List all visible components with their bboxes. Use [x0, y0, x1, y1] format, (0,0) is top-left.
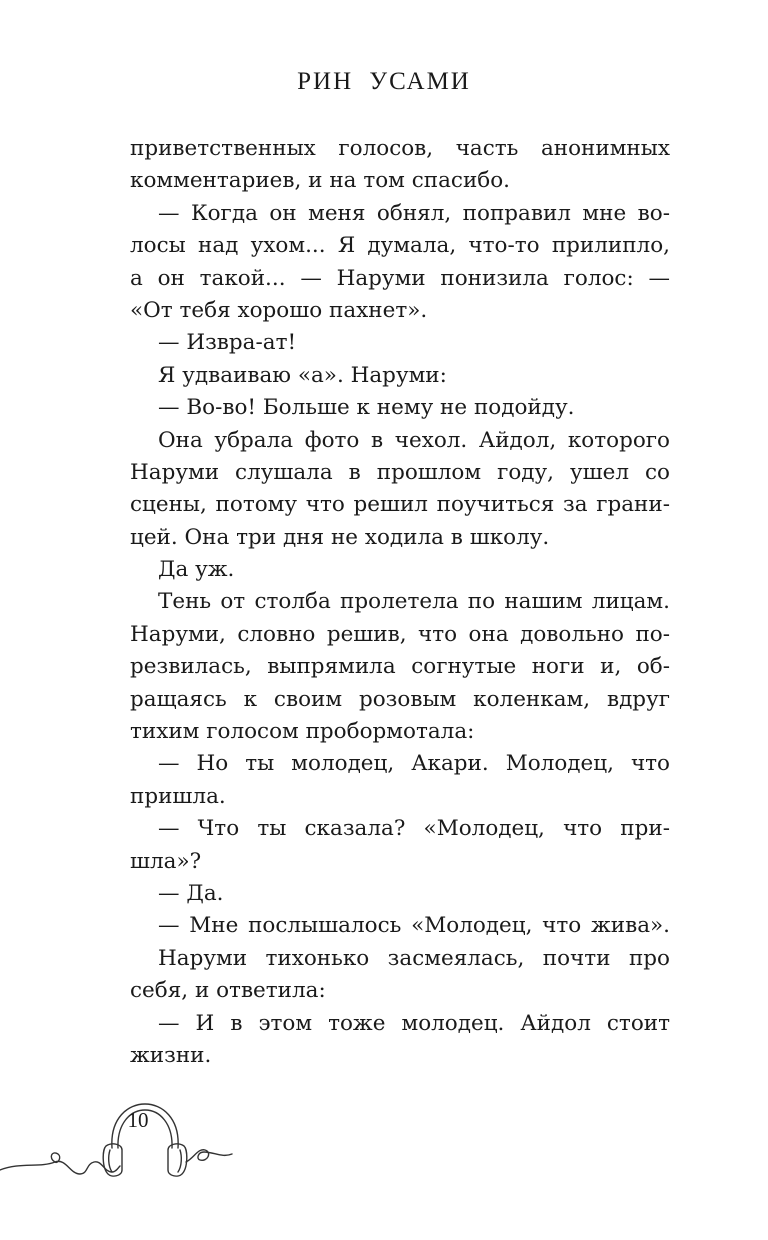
text-line: Наруми тихонько засмеялась, почти про — [158, 945, 670, 971]
text-line: Да уж. — [158, 557, 235, 583]
text-line: — Когда он меня обнял, поправил мне во- — [158, 200, 670, 226]
text-line: — Во-во! Больше к нему не подойду. — [158, 395, 575, 421]
text-line: — Что ты сказала? «Молодец, что при- — [158, 816, 670, 842]
text-line: Она убрала фото в чехол. Айдол, которого — [158, 427, 670, 453]
text-line: приветственных голосов, часть анонимных — [130, 136, 670, 161]
text-line: резвилась, выпрямила согнутые ноги и, об- — [130, 654, 670, 680]
headphones-icon — [0, 1088, 240, 1198]
text-line: сцены, потому что решил поучиться за грани- — [130, 492, 670, 518]
text-line: лосы над ухом... Я думала, что-то прилипло, — [130, 233, 670, 259]
running-head: РИН УСАМИ — [297, 68, 471, 95]
text-line: Тень от столба пролетела по нашим лицам. — [158, 589, 670, 615]
text-line: — Но ты молодец, Акари. Молодец, что — [158, 751, 670, 777]
text-line: — И в этом тоже молодец. Айдол стоит — [158, 1010, 670, 1036]
text-line: — Да. — [158, 880, 224, 906]
text-line: пришла. — [130, 783, 226, 809]
text-line: жизни. — [130, 1042, 212, 1068]
text-line: себя, и ответила: — [130, 978, 326, 1004]
text-line: шла»? — [130, 848, 202, 874]
text-line: «От тебя хорошо пахнет». — [130, 297, 428, 323]
text-line: а он такой... — Наруми понизила голос: — — [130, 265, 670, 291]
text-line: цей. Она три дня не ходила в школу. — [130, 524, 550, 550]
text-line: Наруми, словно решив, что она довольно по- — [130, 621, 670, 647]
text-line: тихим голосом пробормотала: — [130, 719, 475, 745]
body-text — [130, 133, 670, 1072]
page-number: 10 — [127, 1108, 149, 1132]
text-line: — Извра-ат! — [158, 330, 297, 356]
text-line: ращаясь к своим розовым коленкам, вдруг — [130, 686, 670, 712]
text-line: Наруми слушала в прошлом году, ушел со — [130, 459, 670, 485]
text-line: — Мне послышалось «Молодец, что жива». — [158, 913, 670, 939]
text-line: Я удваиваю «а». Наруми: — [158, 362, 447, 388]
text-line: комментариев, и на том спасибо. — [130, 168, 511, 194]
